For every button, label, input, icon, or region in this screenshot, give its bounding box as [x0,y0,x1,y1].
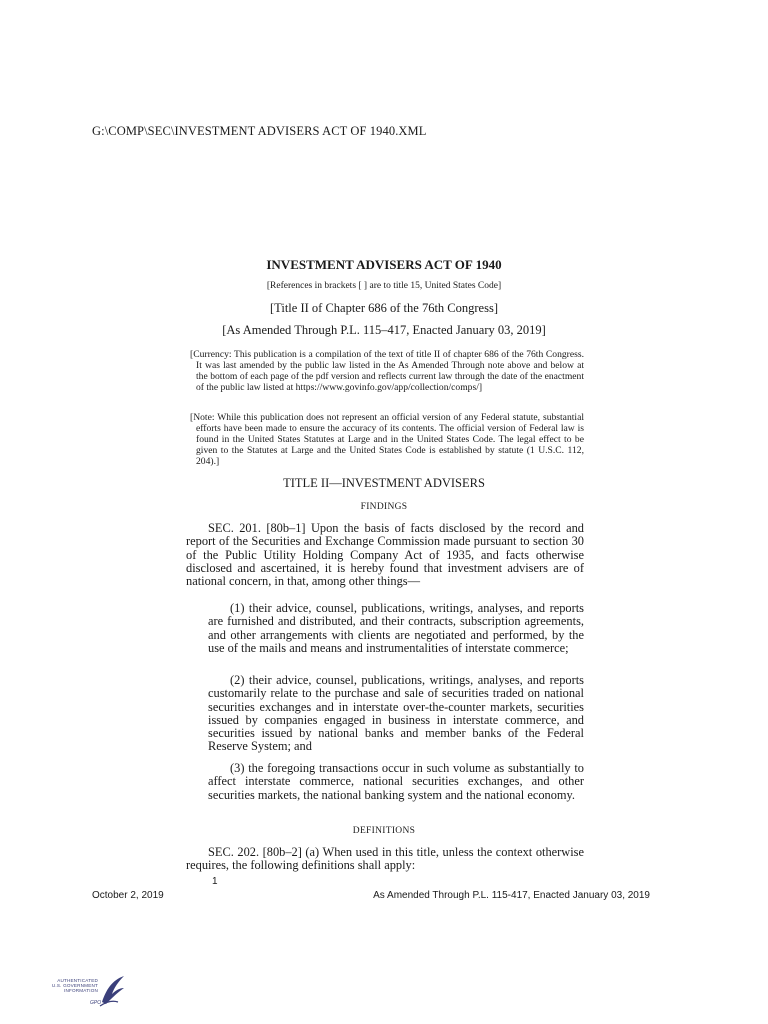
references-note: [References in brackets [ ] are to title 15, United States Code] [266,281,502,291]
title-heading: TITLE II—INVESTMENT ADVISERS [283,476,485,490]
file-path-header: G:\COMP\SEC\INVESTMENT ADVISERS ACT OF 1940.XML [92,124,427,138]
section-201-paragraph-2: (2) their advice, counsel, publications, writings, analyses, and reports customarily relate to the purchase and sale of securities traded on national securities exchanges and in interstate over-the-counter markets, securities issued by companies engaged in business in interstate commerce, and securities issued by national banks and member banks of the Federal Reserve System; and [208,673,584,754]
legal-note: [Note: While this publication does not represent an official version of any Federal statute, substantial efforts have been made to ensure the accuracy of its contents. The official version of Federal law is found in the United States Statutes at Large and in the United States Code. The legal effect to be given to the Statutes at Large and the United States Code is established by statute (1 U.S.C. 112, 204).] [190,412,584,467]
footer-date: October 2, 2019 [92,890,164,901]
definitions-heading: DEFINITIONS [352,826,416,836]
page-number: 1 [212,876,218,887]
document-title: INVESTMENT ADVISERS ACT OF 1940 [266,257,502,272]
currency-note: [Currency: This publication is a compilation of the text of title II of chapter 686 of the 76th Congress. It was last amended by the public law listed in the As Amended Through note above and below at the bottom of each page of the pdf version and reflects current law through the date of the enactment of the public law listed at https://www.govinfo.gov/app/collection/comps/] [190,349,584,393]
logo-text: AUTHENTICATED U.S. GOVERNMENT INFORMATION [51,978,98,994]
section-202-intro: SEC. 202. [80b–2] (a) When used in this title, unless the context otherwise requires, the following definitions shall apply: [186,845,584,873]
section-201-intro: SEC. 201. [80b–1] Upon the basis of facts disclosed by the record and report of the Securities and Exchange Commission made pursuant to section 30 of the Public Utility Holding Company Act of 1935, and facts otherwise disclosed and ascertained, it is hereby found that investment advisers are of national concern, in that, among other things— [186,521,584,589]
gpo-authenticated-logo [40,970,140,1014]
findings-heading: FINDINGS [360,502,408,512]
gpo-mark: GPO [90,1000,102,1006]
subtitle-amended: [As Amended Through P.L. 115–417, Enacted January 03, 2019] [222,323,546,337]
section-201-paragraph-3: (3) the foregoing transactions occur in such volume as substantially to affect interstate commerce, national securities exchanges, and other securities markets, the national banking system and the national economy. [208,761,584,802]
section-201-paragraph-1: (1) their advice, counsel, publications, writings, analyses, and reports are furnished and distributed, and their contracts, subscription agreements, and other arrangements with clients are negotiated and performed, by the use of the mails and means and instrumentalities of interstate commerce; [208,601,584,655]
footer-amended-through: As Amended Through P.L. 115-417, Enacted January 03, 2019 [373,890,650,901]
subtitle-chapter: [Title II of Chapter 686 of the 76th Congress] [270,301,498,315]
